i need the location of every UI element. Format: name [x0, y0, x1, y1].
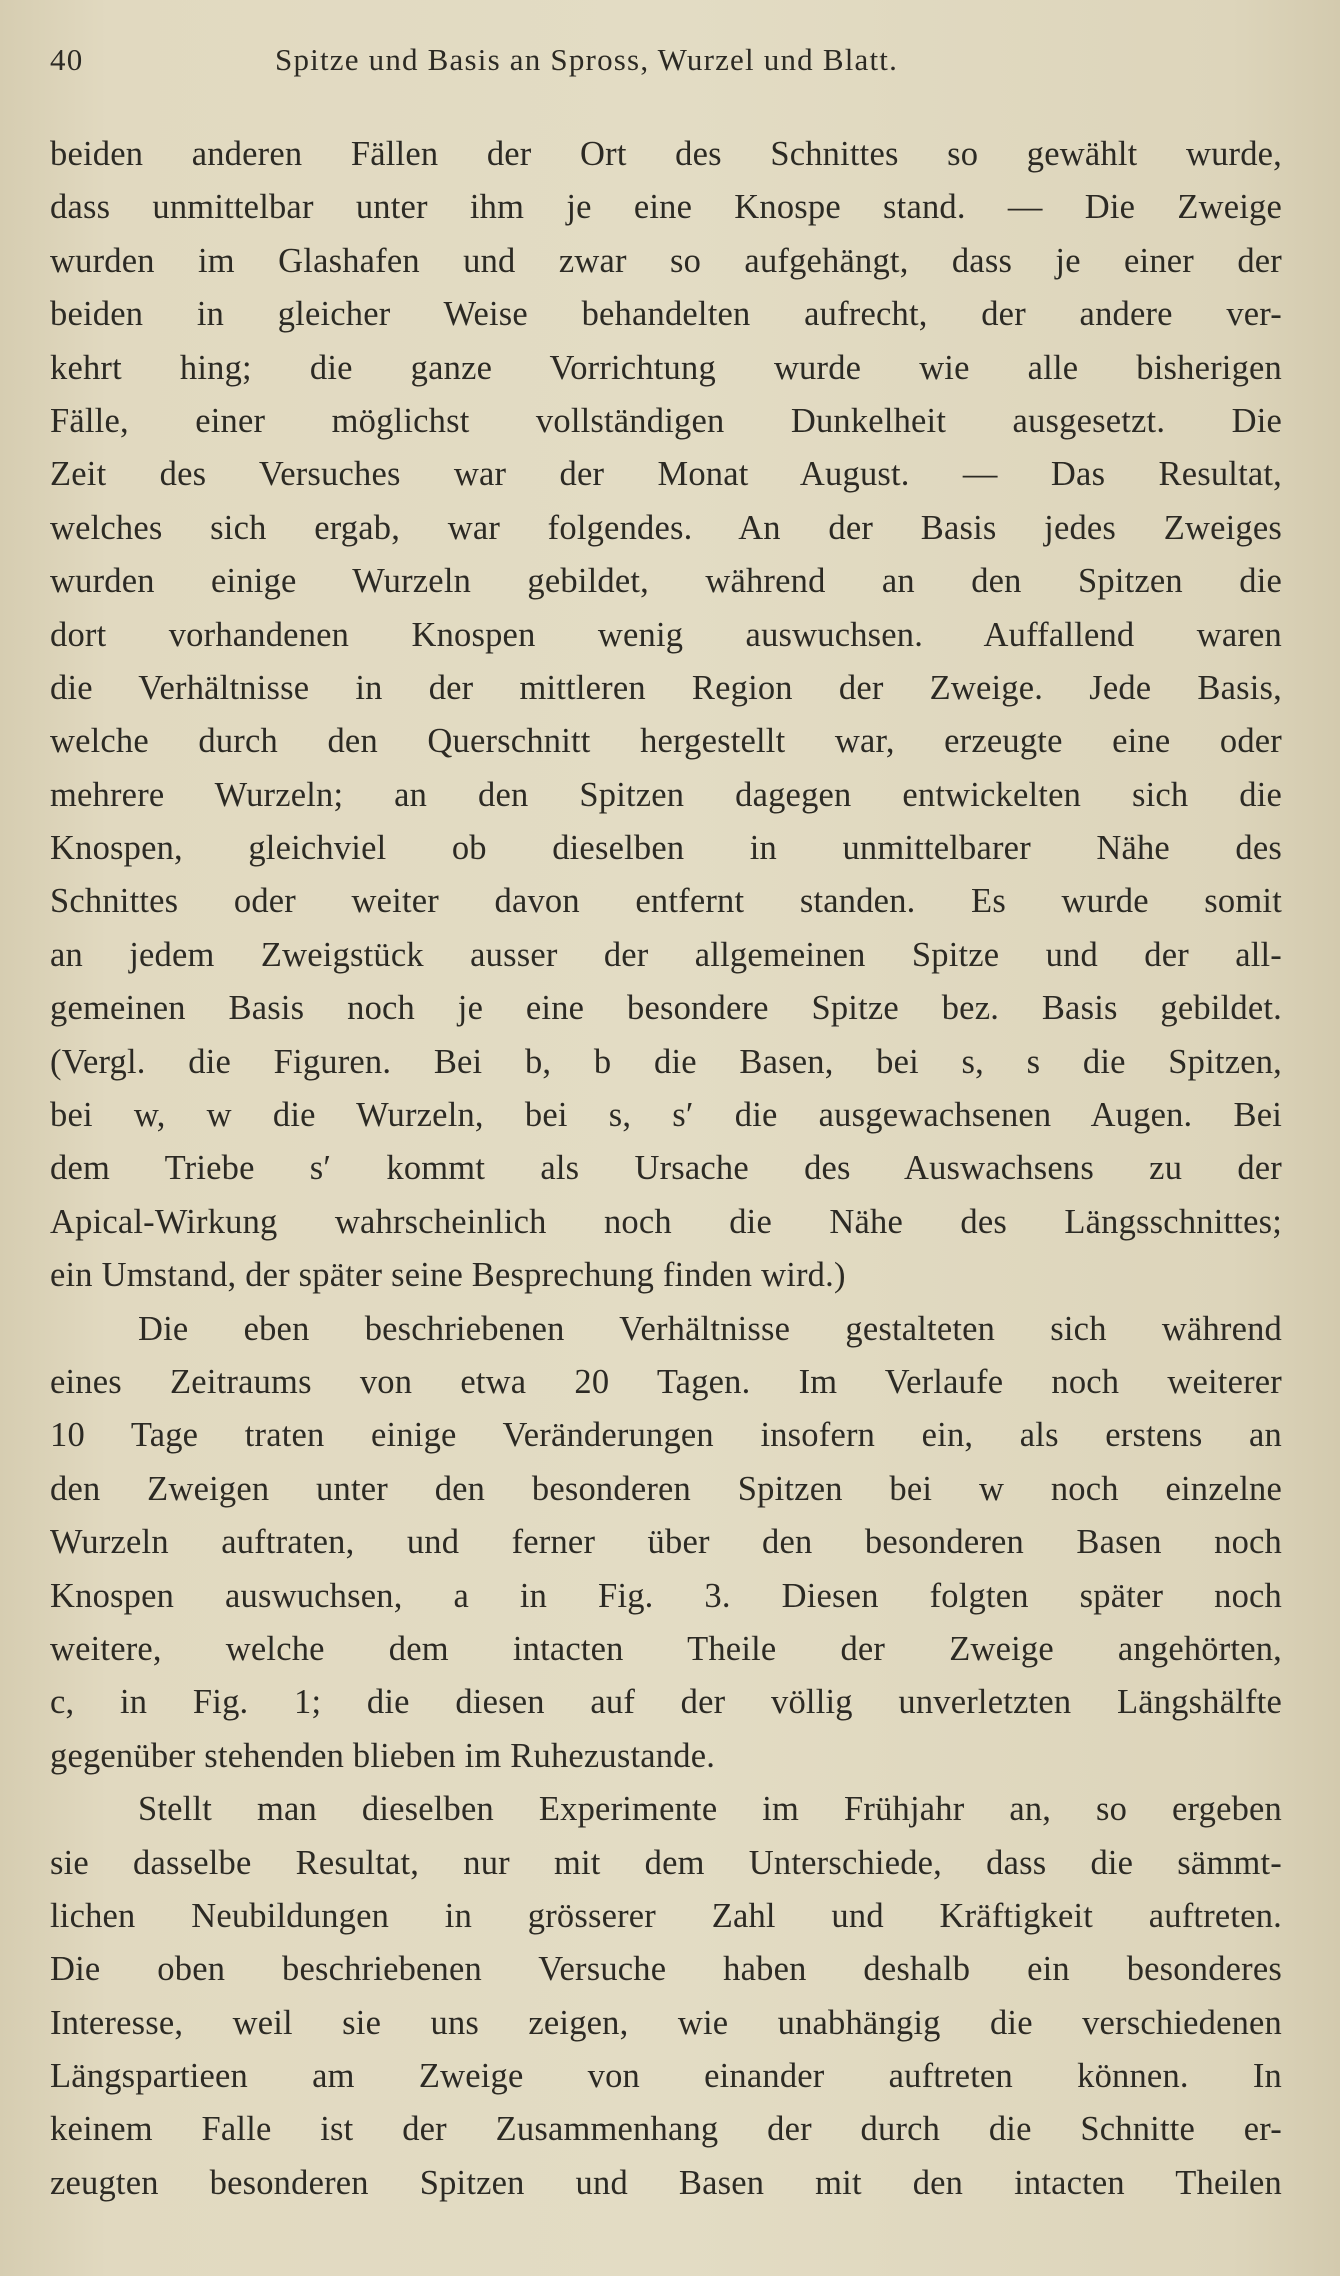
- text-line: keinem Falle ist der Zusammenhang der durch die Schnitte er-: [50, 2110, 1282, 2149]
- text-line: dort vorhandenen Knospen wenig auswuchsen. Auffallend waren: [50, 615, 1282, 654]
- text-line: zeugten besonderen Spitzen und Basen mit den intacten Theilen: [50, 2163, 1282, 2202]
- text-line: Die oben beschriebenen Versuche haben deshalb ein besonderes: [50, 1950, 1282, 1989]
- text-line: den Zweigen unter den besonderen Spitzen bei w noch einzelne: [50, 1469, 1282, 1508]
- text-line: Fälle, einer möglichst vollständigen Dunkelheit ausgesetzt. Die: [50, 401, 1282, 440]
- text-line: Schnittes oder weiter davon entfernt standen. Es wurde somit: [50, 882, 1282, 921]
- text-line: die Verhältnisse in der mittleren Region der Zweige. Jede Basis,: [50, 668, 1282, 707]
- text-line: Stellt man dieselben Experimente im Frühjahr an, so ergeben: [138, 1790, 1282, 1829]
- running-head: [50, 42, 1282, 86]
- text-line: Die eben beschriebenen Verhältnisse gestalteten sich während: [138, 1309, 1282, 1348]
- text-line: Längspartieen am Zweige von einander auftreten können. In: [50, 2057, 1282, 2096]
- text-line: dem Triebe s′ kommt als Ursache des Auswachsens zu der: [50, 1149, 1282, 1188]
- text-line: welches sich ergab, war folgendes. An der Basis jedes Zweiges: [50, 508, 1282, 547]
- text-line: ein Umstand, der später seine Besprechung finden wird.): [50, 1256, 846, 1295]
- text-line: an jedem Zweigstück ausser der allgemeinen Spitze und der all-: [50, 935, 1282, 974]
- text-line: welche durch den Querschnitt hergestellt war, erzeugte eine oder: [50, 722, 1282, 761]
- text-line: wurden einige Wurzeln gebildet, während an den Spitzen die: [50, 562, 1282, 601]
- text-line: wurden im Glashafen und zwar so aufgehängt, dass je einer der: [50, 241, 1282, 280]
- body-text: [50, 128, 1282, 2210]
- text-line: weitere, welche dem intacten Theile der Zweige angehörten,: [50, 1629, 1282, 1668]
- text-line: kehrt hing; die ganze Vorrichtung wurde wie alle bisherigen: [50, 348, 1282, 387]
- text-line: Zeit des Versuches war der Monat August. — Das Resultat,: [50, 455, 1282, 494]
- text-line: c, in Fig. 1; die diesen auf der völlig unverletzten Längshälfte: [50, 1683, 1282, 1722]
- running-title: Spitze und Basis an Spross, Wurzel und Blatt.: [275, 42, 899, 77]
- text-line: bei w, w die Wurzeln, bei s, s′ die ausgewachsenen Augen. Bei: [50, 1096, 1282, 1135]
- paragraph: [50, 1783, 1282, 2210]
- paragraph: [50, 1303, 1282, 1784]
- text-line: sie dasselbe Resultat, nur mit dem Unterschiede, dass die sämmt-: [50, 1843, 1282, 1882]
- text-line: dass unmittelbar unter ihm je eine Knospe stand. — Die Zweige: [50, 188, 1282, 227]
- text-line: beiden anderen Fällen der Ort des Schnittes so gewählt wurde,: [50, 135, 1282, 173]
- text-line: eines Zeitraums von etwa 20 Tagen. Im Verlaufe noch weiterer: [50, 1362, 1282, 1401]
- paragraph: [50, 128, 1282, 1303]
- text-line: lichen Neubildungen in grösserer Zahl und Kräftigkeit auftreten.: [50, 1896, 1282, 1935]
- text-line: Apical-Wirkung wahrscheinlich noch die Nähe des Längsschnittes;: [50, 1202, 1282, 1241]
- text-line: gegenüber stehenden blieben im Ruhezustande.: [50, 1736, 716, 1775]
- text-line: Knospen auswuchsen, a in Fig. 3. Diesen folgten später noch: [50, 1576, 1282, 1615]
- text-line: Wurzeln auftraten, und ferner über den besonderen Basen noch: [50, 1523, 1282, 1562]
- text-line: Knospen, gleichviel ob dieselben in unmittelbarer Nähe des: [50, 829, 1282, 868]
- text-line: mehrere Wurzeln; an den Spitzen dagegen entwickelten sich die: [50, 775, 1282, 814]
- text-line: Interesse, weil sie uns zeigen, wie unabhängig die verschiedenen: [50, 2003, 1282, 2042]
- text-line: gemeinen Basis noch je eine besondere Spitze bez. Basis gebildet.: [50, 989, 1282, 1028]
- text-line: (Vergl. die Figuren. Bei b, b die Basen, bei s, s die Spitzen,: [50, 1042, 1282, 1081]
- text-line: 10 Tage traten einige Veränderungen insofern ein, als erstens an: [50, 1416, 1282, 1455]
- text-line: beiden in gleicher Weise behandelten aufrecht, der andere ver-: [50, 295, 1282, 334]
- page-number: 40: [50, 42, 84, 77]
